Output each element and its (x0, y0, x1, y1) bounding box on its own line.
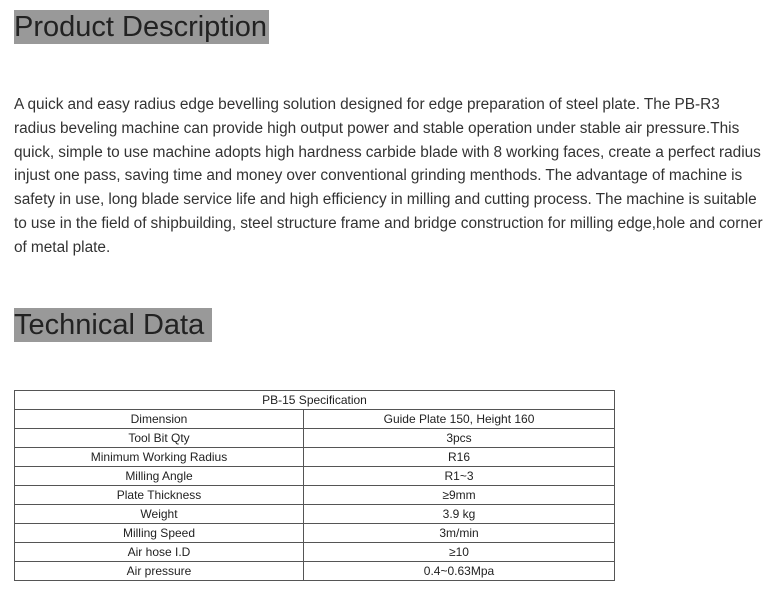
table-row (15, 562, 615, 581)
table-row (15, 429, 615, 448)
table-row (15, 524, 615, 543)
spec-value: 3pcs (304, 429, 615, 448)
product-description-heading: Product Description (14, 11, 268, 43)
spec-label: Air pressure (15, 562, 304, 581)
spec-label: Minimum Working Radius (15, 448, 304, 467)
table-row (15, 543, 615, 562)
spec-label: Dimension (15, 410, 304, 429)
product-description-text: A quick and easy radius edge bevelling solution designed for edge preparation of steel plate. The PB-R3 radius beveling machine can provide high output power and stable operation under stable air pressure.This quick, simple to use machine adopts high hardness carbide blade with 8 working faces, create a perfect radius injust one pass, saving time and money over conventional grinding menthods. The advantage of machine is safety in use, long blade service life and high efficiency in milling and cutting process. The machine is suitable to use in the field of shipbuilding, steel structure frame and bridge construction for milling edge,hole and corner of metal plate. (14, 96, 763, 256)
spec-label: Tool Bit Qty (15, 429, 304, 448)
spec-label: Milling Angle (15, 467, 304, 486)
spec-value: 3m/min (304, 524, 615, 543)
table-row (15, 467, 615, 486)
specification-table (14, 390, 615, 581)
spec-label: Weight (15, 505, 304, 524)
spec-label: Milling Speed (15, 524, 304, 543)
table-title: PB-15 Specification (15, 391, 615, 410)
spec-value: ≥10 (304, 543, 615, 562)
spec-label: Air hose I.D (15, 543, 304, 562)
table-row (15, 410, 615, 429)
spec-value: ≥9mm (304, 486, 615, 505)
spec-value: Guide Plate 150, Height 160 (304, 410, 615, 429)
technical-data-heading: Technical Data (14, 308, 212, 342)
spec-value: 0.4~0.63Mpa (304, 562, 615, 581)
spec-value: R1~3 (304, 467, 615, 486)
spec-value: 3.9 kg (304, 505, 615, 524)
spec-label: Plate Thickness (15, 486, 304, 505)
table-row (15, 486, 615, 505)
spec-value: R16 (304, 448, 615, 467)
table-row (15, 448, 615, 467)
table-row (15, 505, 615, 524)
table-title-row (15, 391, 615, 410)
